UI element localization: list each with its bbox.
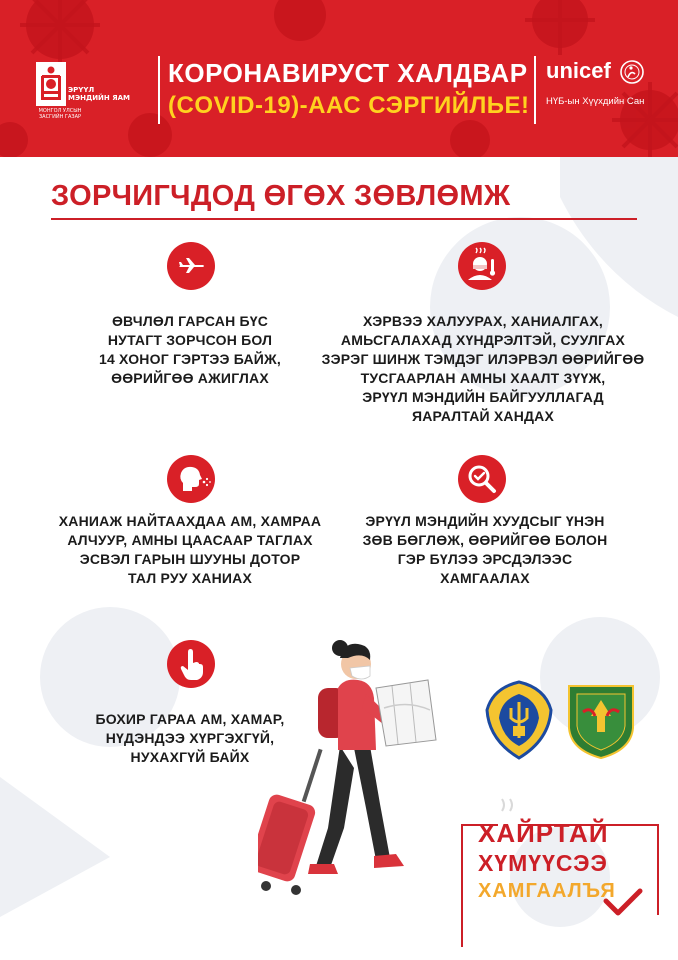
header-separator	[534, 56, 536, 124]
tip-line: ТАЛ РУУ ХАНИАХ	[128, 570, 252, 586]
tip-line: НҮДЭНДЭЭ ХҮРГЭХГҮЙ,	[105, 730, 275, 746]
tip-cough-etiquette-text	[40, 512, 340, 588]
section-divider	[51, 218, 637, 220]
tip-line: НУТАГТ ЗОРЧСОН БОЛ	[107, 332, 273, 348]
airplane-icon	[167, 242, 215, 290]
slogan-line2: ХҮМҮҮСЭЭ	[478, 850, 608, 876]
hand-touch-icon	[167, 640, 215, 688]
tip-line: 14 ХОНОГ ГЭРТЭЭ БАЙЖ,	[98, 351, 281, 367]
header-title-line1: КОРОНАВИРУСТ ХАЛДВАР	[168, 58, 528, 88]
magnifier-check-icon	[458, 455, 506, 503]
slogan-line3: ХАМГААЛЪЯ	[478, 880, 616, 902]
tip-line: ӨВЧЛӨЛ ГАРСАН БҮС	[111, 313, 269, 329]
tip-line: ХЭРВЭЭ ХАЛУУРАХ, ХАНИАЛГАХ,	[363, 313, 603, 329]
tip-line: ӨӨРИЙГӨӨ АЖИГЛАХ	[111, 370, 269, 386]
tip-line: ЭСВЭЛ ГАРЫН ШУУНЫ ДОТОР	[79, 551, 301, 567]
section-title: ЗОРЧИГЧДОД ӨГӨХ ЗӨВЛӨМЖ	[51, 180, 511, 212]
tip-line: ЯАРАЛТАЙ ХАНДАХ	[411, 408, 555, 424]
header-title-line2: (COVID-19)-ААС СЭРГИЙЛЬЕ!	[168, 92, 530, 119]
tip-health-form-text	[335, 512, 635, 588]
slogan-line1: ХАЙРТАЙ	[478, 818, 609, 848]
tip-line: АМЬСГАЛАХАД ХҮНДРЭЛТЭЙ, СУУЛГАХ	[340, 332, 626, 348]
unicef-emblem-icon	[620, 60, 644, 84]
fever-person-icon	[458, 242, 506, 290]
border-protection-emblem-icon	[483, 680, 555, 760]
unicef-logo-text: unicef	[546, 58, 611, 83]
tip-line: БОХИР ГАРАА АМ, ХАМАР,	[95, 711, 285, 727]
unicef-subtitle: НҮБ-ын Хүүхдийн Сан	[546, 96, 645, 107]
tip-symptoms-text	[313, 312, 653, 426]
tip-line: НУХАХГҮЙ БАЙХ	[130, 749, 250, 765]
tip-line: ТУСГААРЛАН АМНЫ ХААЛТ ЗҮҮЖ,	[360, 370, 606, 386]
traveler-with-suitcase-illustration	[258, 628, 438, 898]
tip-line: ЭРҮҮЛ МЭНДИЙН БАЙГУУЛЛАГАД	[362, 389, 604, 405]
tip-line: ЭРҮҮЛ МЭНДИЙН ХУУДСЫГ ҮНЭН	[365, 513, 605, 529]
tip-line: ЗӨВ БӨГЛӨЖ, ӨӨРИЙГӨӨ БОЛОН	[362, 532, 608, 548]
tip-line: ХАНИАЖ НАЙТААХДАА АМ, ХАМРАА	[58, 513, 322, 529]
header-separator	[158, 56, 160, 124]
ministry-name: МОНГОЛ УЛСЫН ЗАСГИЙН ГАЗАР	[38, 108, 82, 120]
tip-line: ГЭР БҮЛЭЭ ЭРСДЭЛЭЭС	[397, 551, 573, 567]
tip-line: ЗЭРЭГ ШИНЖ ТЭМДЭГ ИЛЭРВЭЛ ӨӨРИЙГӨӨ	[321, 351, 645, 367]
header-banner	[0, 0, 678, 157]
tip-quarantine-text	[70, 312, 310, 388]
border-guard-emblem-icon	[565, 680, 637, 760]
mongolia-soyombo-logo	[36, 62, 66, 106]
ministry-subtitle: ЭРҮҮЛ МЭНДИЙН ЯАМ	[68, 86, 130, 102]
tip-line: ХАМГААЛАХ	[440, 570, 530, 586]
tip-line: АЛЧУУР, АМНЫ ЦААСААР ТАГЛАХ	[67, 532, 313, 548]
cough-icon	[167, 455, 215, 503]
